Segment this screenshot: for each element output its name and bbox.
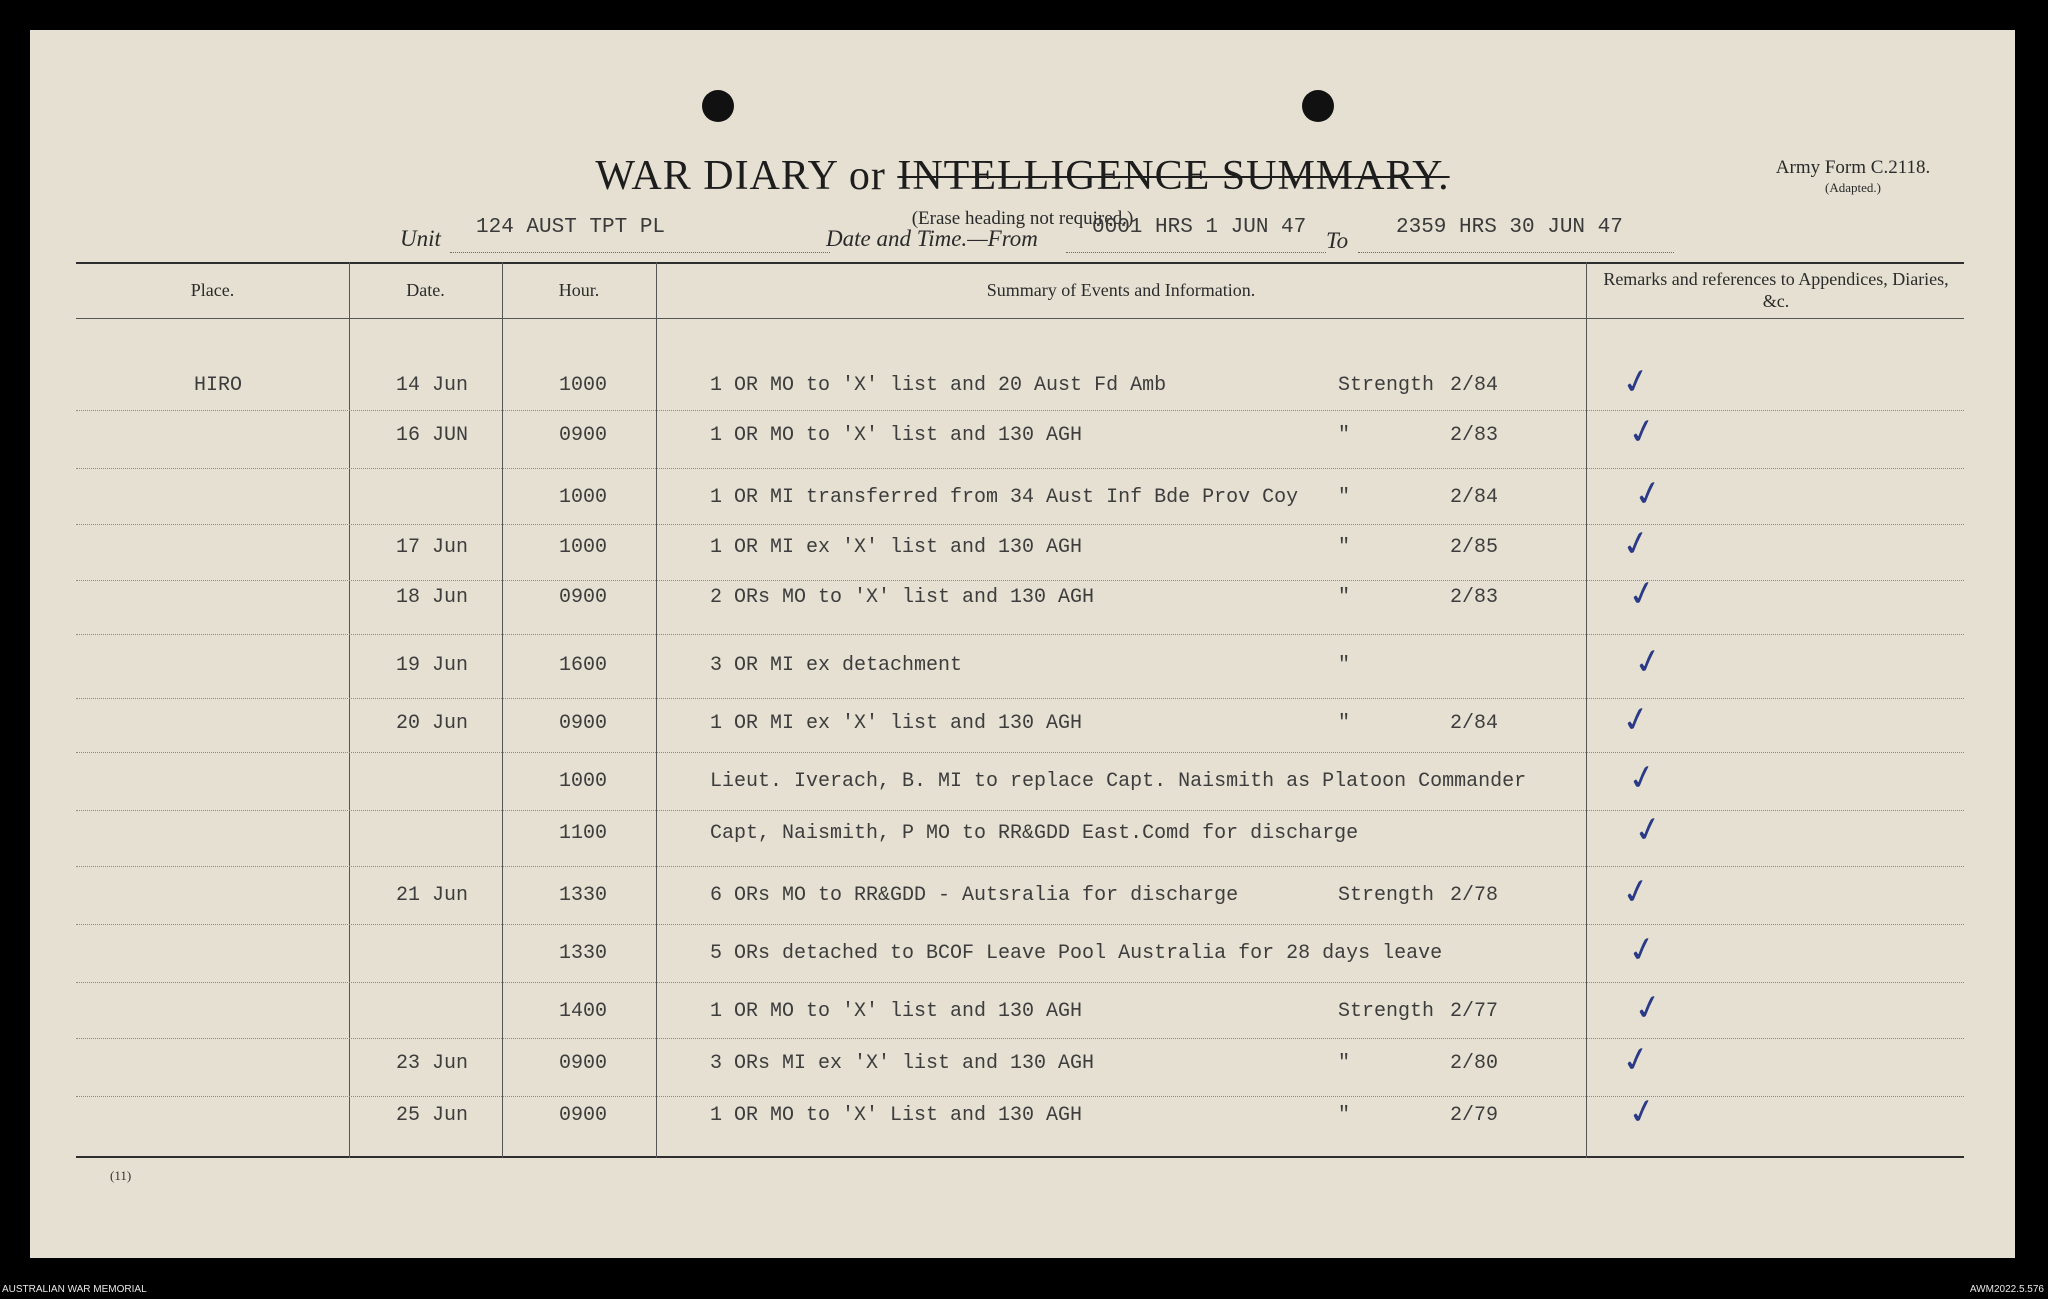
erase-note: (Erase heading not required.)	[911, 208, 1134, 229]
cell-event: 1 OR MI transferred from 34 Aust Inf Bde Prov Coy	[710, 486, 1299, 509]
cell-strength-label: "	[1338, 586, 1351, 609]
cell-event: 3 ORs MI ex 'X' list and 130 AGH	[710, 1052, 1095, 1075]
row-divider	[76, 468, 1964, 469]
cell-event: 1 OR MO to 'X' list and 130 AGH	[710, 1000, 1083, 1023]
initial-check-icon: ✓	[1630, 985, 1667, 1031]
cell-event: 1 OR MO to 'X' List and 130 AGH	[710, 1104, 1083, 1127]
cell-date: 19 Jun	[396, 654, 469, 677]
cell-strength-label: "	[1338, 424, 1351, 447]
footer-credit: AUSTRALIAN WAR MEMORIAL	[2, 1284, 147, 1295]
cell-event: 1 OR MO to 'X' list and 20 Aust Fd Amb	[710, 374, 1167, 397]
cell-strength: 2/85	[1450, 536, 1499, 559]
row-divider	[76, 982, 1964, 983]
cell-event: 6 ORs MO to RR&GDD - Autsralia for discharge	[710, 884, 1239, 907]
cell-strength: 2/83	[1450, 586, 1499, 609]
footer-accession: AWM2022.5.576	[1969, 1284, 2044, 1295]
header-summary: Summary of Events and Information.	[986, 280, 1256, 300]
cell-date: 17 Jun	[396, 536, 469, 559]
struck-heading: INTELLIGENCE SUMMARY.	[897, 153, 1450, 199]
unit-label: Unit	[400, 226, 441, 251]
cell-hour: 1330	[559, 942, 608, 965]
unit-dotline	[450, 252, 830, 253]
header-hour: Hour.	[558, 280, 600, 300]
from-dotline	[1066, 252, 1326, 253]
cell-event: 5 ORs detached to BCOF Leave Pool Australia for 28 days leave	[710, 942, 1443, 965]
cell-date: 23 Jun	[396, 1052, 469, 1075]
col-divider	[1586, 262, 1587, 1158]
form-title: WAR DIARY or INTELLIGENCE SUMMARY.	[595, 153, 1450, 199]
punch-hole-left	[702, 90, 734, 122]
cell-strength-label: "	[1338, 536, 1351, 559]
header-place: Place.	[190, 280, 235, 300]
cell-strength-label: "	[1338, 654, 1351, 677]
cell-hour: 0900	[559, 424, 608, 447]
cell-strength: 2/84	[1450, 712, 1499, 735]
form-number: (11)	[110, 1168, 132, 1183]
cell-hour: 1400	[559, 1000, 608, 1023]
header-divider	[76, 318, 1964, 319]
initial-check-icon: ✓	[1624, 571, 1661, 617]
cell-hour: 0900	[559, 1052, 608, 1075]
row-divider	[76, 634, 1964, 635]
cell-strength: 2/78	[1450, 884, 1499, 907]
header-date: Date.	[406, 280, 445, 300]
cell-strength-label: "	[1338, 486, 1351, 509]
cell-strength: 2/79	[1450, 1104, 1499, 1127]
cell-date: 21 Jun	[396, 884, 469, 907]
cell-strength-label: "	[1338, 1052, 1351, 1075]
to-label: To	[1326, 228, 1349, 253]
row-divider	[76, 580, 1964, 581]
cell-event: 3 OR MI ex detachment	[710, 654, 963, 677]
date-time-label: Date and Time.—From	[826, 226, 1038, 251]
cell-strength: 2/84	[1450, 486, 1499, 509]
cell-strength: 2/84	[1450, 374, 1499, 397]
initial-check-icon: ✓	[1624, 927, 1661, 973]
cell-strength: 2/80	[1450, 1052, 1499, 1075]
row-divider	[76, 752, 1964, 753]
diary-page	[30, 30, 2015, 1258]
cell-hour: 0900	[559, 586, 608, 609]
row-divider	[76, 866, 1964, 867]
cell-event: 2 ORs MO to 'X' list and 130 AGH	[710, 586, 1095, 609]
cell-hour: 0900	[559, 1104, 608, 1127]
cell-hour: 1000	[559, 770, 608, 793]
cell-date: 25 Jun	[396, 1104, 469, 1127]
header-remarks: Remarks and references to Appendices, Diaries, &c.	[1603, 269, 1949, 311]
cell-strength: 2/77	[1450, 1000, 1499, 1023]
cell-hour: 1000	[559, 486, 608, 509]
cell-event: 1 OR MO to 'X' list and 130 AGH	[710, 424, 1083, 447]
from-value: 0001 HRS 1 JUN 47	[1092, 216, 1307, 239]
punch-hole-right	[1302, 90, 1334, 122]
army-form-label: Army Form C.2118. (Adapted.)	[1775, 157, 1931, 195]
initial-check-icon: ✓	[1630, 639, 1667, 685]
cell-strength-label: "	[1338, 1104, 1351, 1127]
cell-event: 1 OR MI ex 'X' list and 130 AGH	[710, 536, 1083, 559]
to-dotline	[1358, 252, 1674, 253]
initial-check-icon: ✓	[1624, 1089, 1661, 1135]
cell-strength: 2/83	[1450, 424, 1499, 447]
cell-hour: 1100	[559, 822, 608, 845]
initial-check-icon: ✓	[1624, 409, 1661, 455]
diary-table	[76, 262, 1964, 1158]
initial-check-icon: ✓	[1624, 755, 1661, 801]
row-divider	[76, 1096, 1964, 1097]
col-divider	[656, 262, 657, 1158]
initial-check-icon: ✓	[1618, 869, 1655, 915]
initial-check-icon: ✓	[1618, 359, 1655, 405]
cell-event: 1 OR MI ex 'X' list and 130 AGH	[710, 712, 1083, 735]
cell-place: HIRO	[194, 374, 243, 397]
initial-check-icon: ✓	[1618, 697, 1655, 743]
cell-date: 20 Jun	[396, 712, 469, 735]
row-divider	[76, 1038, 1964, 1039]
cell-strength-label: "	[1338, 712, 1351, 735]
row-divider	[76, 524, 1964, 525]
cell-strength-label: Strength	[1338, 1000, 1435, 1023]
cell-hour: 1330	[559, 884, 608, 907]
cell-strength-label: Strength	[1338, 884, 1435, 907]
row-divider	[76, 924, 1964, 925]
cell-date: 16 JUN	[396, 424, 469, 447]
cell-event: Lieut. Iverach, B. MI to replace Capt. Naismith as Platoon Commander	[710, 770, 1527, 793]
row-divider	[76, 810, 1964, 811]
cell-hour: 0900	[559, 712, 608, 735]
initial-check-icon: ✓	[1630, 807, 1667, 853]
unit-value: 124 AUST TPT PL	[476, 216, 666, 239]
initial-check-icon: ✓	[1630, 471, 1667, 517]
cell-hour: 1600	[559, 654, 608, 677]
row-divider	[76, 410, 1964, 411]
to-value: 2359 HRS 30 JUN 47	[1396, 216, 1623, 239]
col-divider	[349, 262, 350, 1158]
table-bottom-rule	[76, 1156, 1964, 1158]
cell-strength-label: Strength	[1338, 374, 1435, 397]
col-divider	[502, 262, 503, 1158]
cell-hour: 1000	[559, 536, 608, 559]
cell-hour: 1000	[559, 374, 608, 397]
cell-date: 14 Jun	[396, 374, 469, 397]
row-divider	[76, 698, 1964, 699]
initial-check-icon: ✓	[1618, 521, 1655, 567]
initial-check-icon: ✓	[1618, 1037, 1655, 1083]
cell-date: 18 Jun	[396, 586, 469, 609]
cell-event: Capt, Naismith, P MO to RR&GDD East.Comd for discharge	[710, 822, 1359, 845]
